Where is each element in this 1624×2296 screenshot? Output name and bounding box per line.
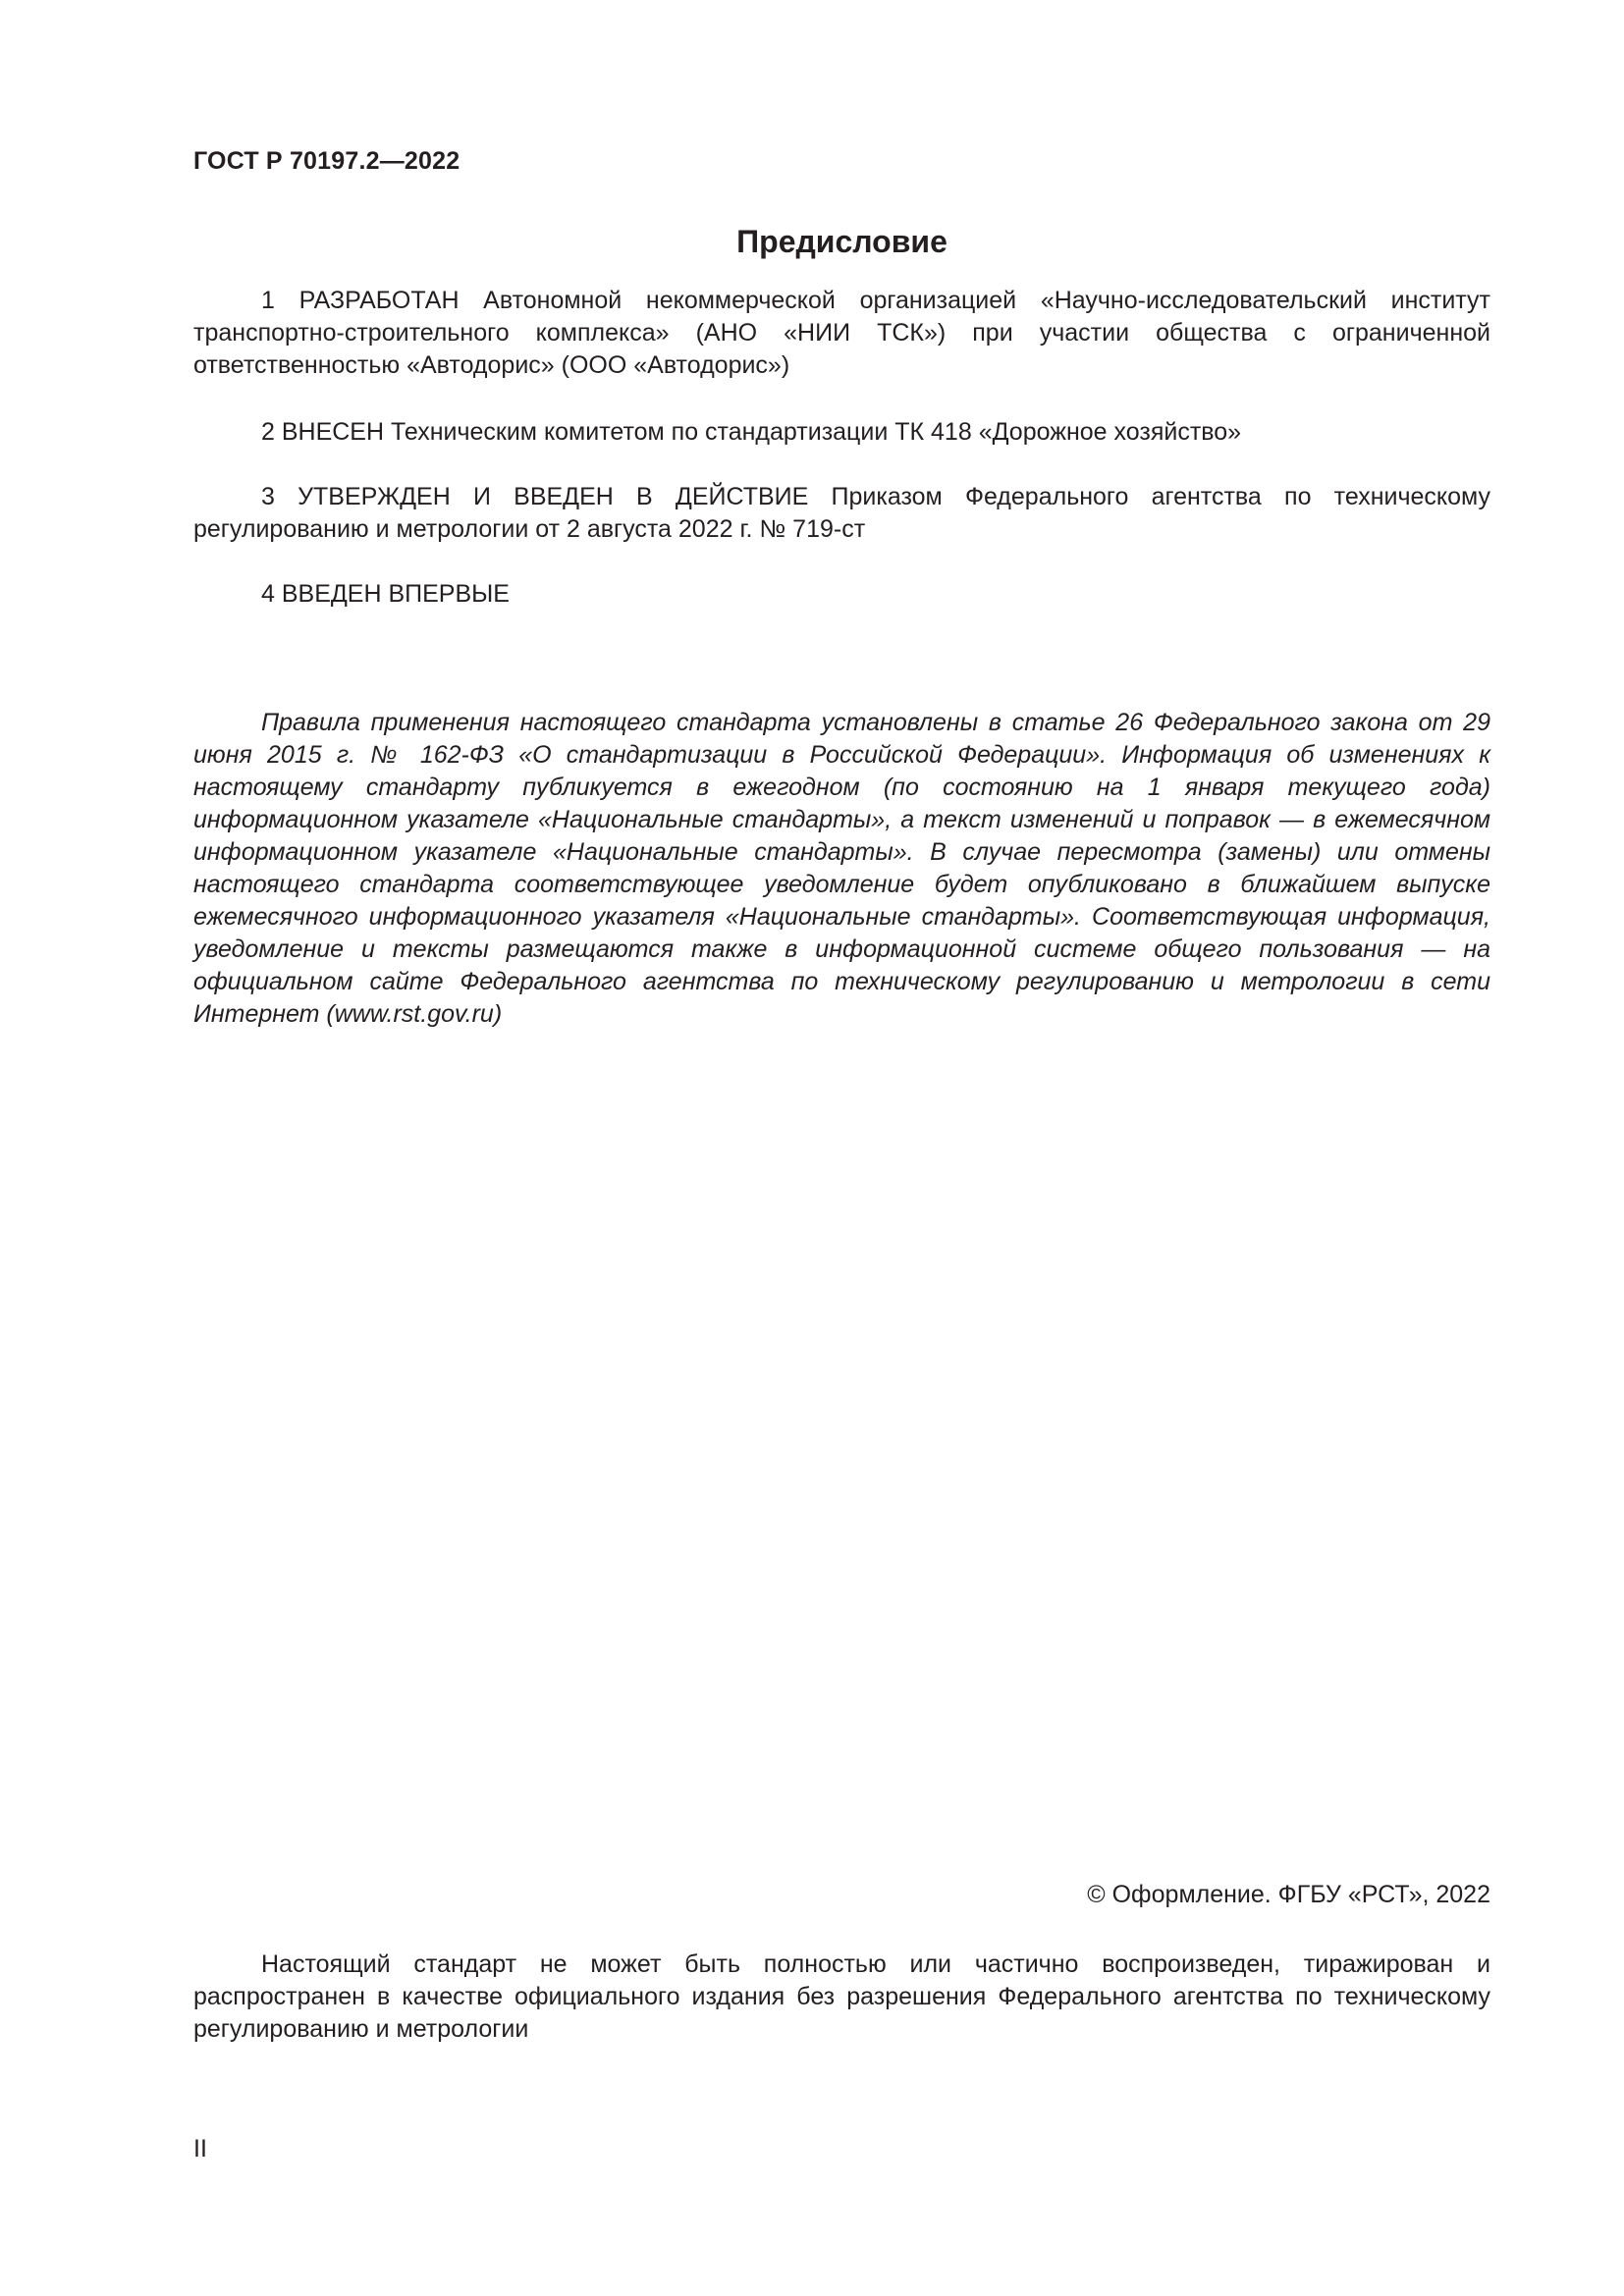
rules-note: Правила применения настоящего стандарта установлены в статье 26 Федерального закона от 29 июня 2015 г. № 162-ФЗ «О стандартизации в Российской Федерации». Информация об изменениях к настоящему стандарту публикуется в ежегодном (по состоянию на 1 января текущего года) информационном указателе «Национальные стандарты», а текст изменений и поправок — в ежемесячном информационном указателе «Национальные стандарты». В случае пересмотра (замены) или отмены настоящего стандарта соответствующее уведомление будет опубликовано в ближайшем выпуске ежемесячного информационного указателя «Национальные стандарты». Соответствующая информация, уведомление и тексты размещаются также в информационной системе общего пользования — на официальном сайте Федерального агентства по техническому регулированию и метрологии в сети Интернет (www.rst.gov.ru) bbox=[193, 709, 1490, 1028]
preface-item-approved: 3 УТВЕРЖДЕН И ВВЕДЕН В ДЕЙСТВИЕ Приказом Федерального агентства по техническому регулированию и метрологии от 2 августа 2022 г. № 719-ст bbox=[193, 483, 1490, 543]
page-title: Предисловие bbox=[736, 224, 947, 259]
preface-item-developed: 1 РАЗРАБОТАН Автономной некоммерческой организацией «Научно-исследовательский институт транспортно-строительного комплекса» (АНО «НИИ ТСК») при участии общества с ограниченной ответственностью «Автодорис» (ООО «Автодорис») bbox=[193, 287, 1490, 379]
preface-item-introduced: 2 ВНЕСЕН Техническим комитетом по стандартизации ТК 418 «Дорожное хозяйство» bbox=[261, 418, 1242, 446]
copyright-notice: © Оформление. ФГБУ «РСТ», 2022 bbox=[1087, 1881, 1490, 1908]
document-code: ГОСТ Р 70197.2—2022 bbox=[193, 147, 460, 175]
reproduction-notice: Настоящий стандарт не может быть полностью или частично воспроизведен, тиражирован и распространен в качестве официального издания без разрешения Федерального агентства по техническому регулированию и метрологии bbox=[193, 1950, 1490, 2043]
page-number: II bbox=[193, 2135, 207, 2163]
preface-item-first-time: 4 ВВЕДЕН ВПЕРВЫЕ bbox=[261, 580, 510, 608]
